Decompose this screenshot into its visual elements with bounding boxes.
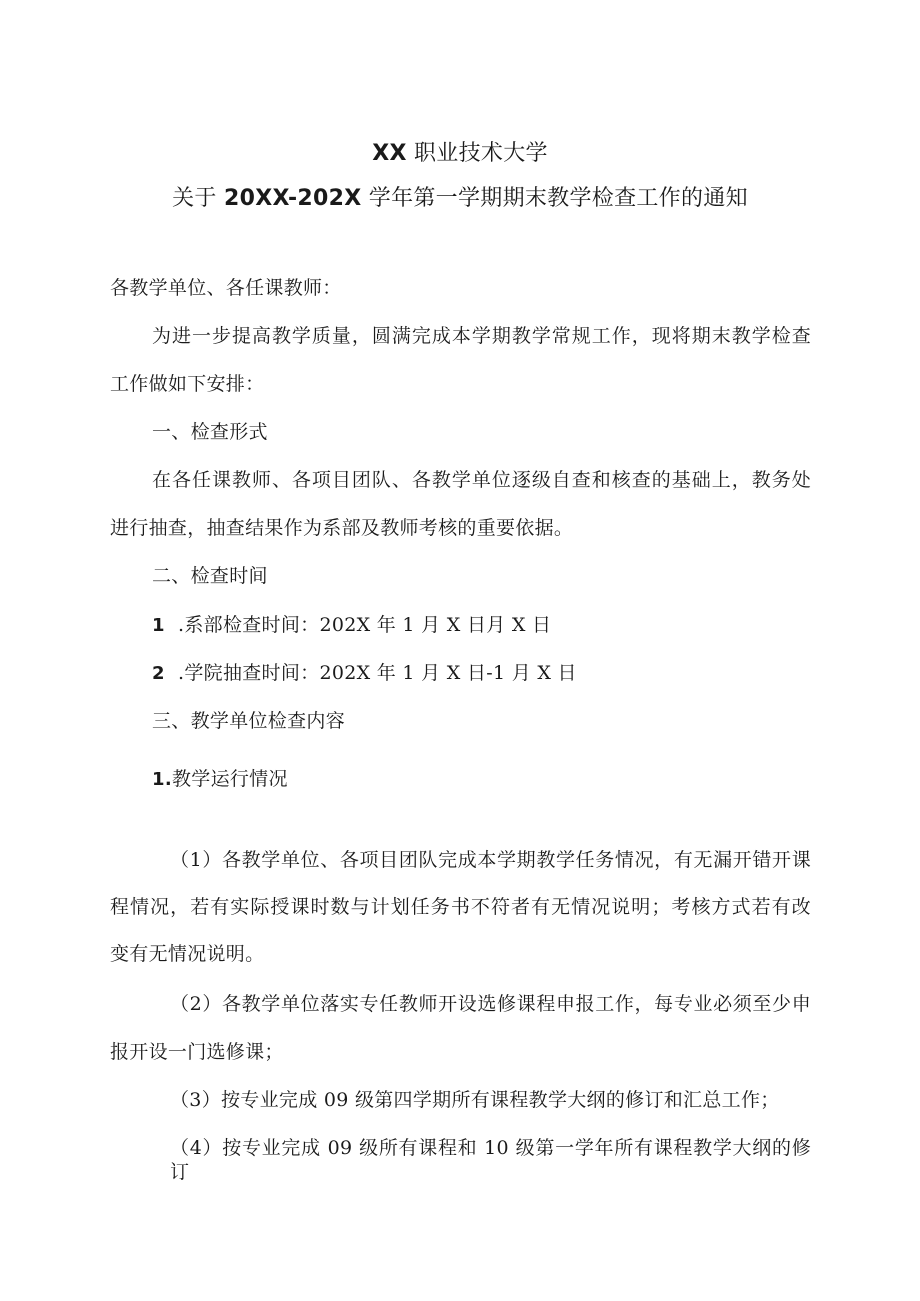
title-school-code: XX — [372, 141, 407, 166]
time-item-1-number: 1 — [152, 615, 165, 636]
title-school-name: 职业技术大学 — [406, 141, 548, 166]
section1-heading: 一、检查形式 — [152, 421, 268, 443]
title-prefix: 关于 — [172, 186, 225, 211]
title-line-2 — [0, 185, 920, 213]
p1-line-1: （1）各教学单位、各项目团队完成本学期教学任务情况，有无漏开错开课 — [170, 849, 811, 871]
title-line-1 — [0, 140, 920, 168]
p2-line-2: 报开设一门选修课； — [110, 1041, 284, 1063]
time-item-1-text: .系部检查时间：202X 年 1 月 X 日月 X 日 — [178, 614, 552, 636]
title-suffix: 学年第一学期期末教学检查工作的通知 — [361, 186, 748, 211]
section2-heading: 二、检查时间 — [152, 565, 268, 587]
p3-line-1: （3）按专业完成 09 级第四学期所有课程教学大纲的修订和汇总工作； — [170, 1089, 780, 1111]
p1-line-2: 程情况，若有实际授课时数与计划任务书不符者有无情况说明；考核方式若有改 — [110, 896, 811, 918]
p2-line-1: （2）各教学单位落实专任教师开设选修课程申报工作，每专业必须至少申 — [170, 993, 811, 1015]
intro-line-2: 工作做如下安排： — [110, 373, 265, 395]
time-item-2 — [152, 661, 577, 686]
time-item-2-number: 2 — [152, 663, 165, 684]
salutation: 各教学单位、各任课教师： — [110, 277, 342, 299]
time-item-1 — [152, 613, 551, 638]
intro-line-1: 为进一步提高教学质量，圆满完成本学期教学常规工作，现将期末教学检查 — [152, 325, 811, 347]
section1-line-2: 进行抽查，抽查结果作为系部及教师考核的重要依据。 — [110, 517, 574, 539]
time-item-2-text: .学院抽查时间：202X 年 1 月 X 日-1 月 X 日 — [178, 662, 577, 684]
section3-heading: 三、教学单位检查内容 — [152, 710, 346, 732]
subsection-1 — [152, 767, 288, 792]
section1-line-1: 在各任课教师、各项目团队、各教学单位逐级自查和核查的基础上，教务处 — [152, 469, 811, 491]
p1-line-3: 变有无情况说明。 — [110, 943, 265, 965]
subsection-1-text: 教学运行情况 — [171, 768, 288, 790]
p4-line-1: （4）按专业完成 09 级所有课程和 10 级第一学年所有课程教学大纲的修订 — [170, 1137, 811, 1183]
subsection-1-number: 1. — [152, 769, 172, 790]
title-year-range: 20XX-202X — [224, 186, 362, 211]
